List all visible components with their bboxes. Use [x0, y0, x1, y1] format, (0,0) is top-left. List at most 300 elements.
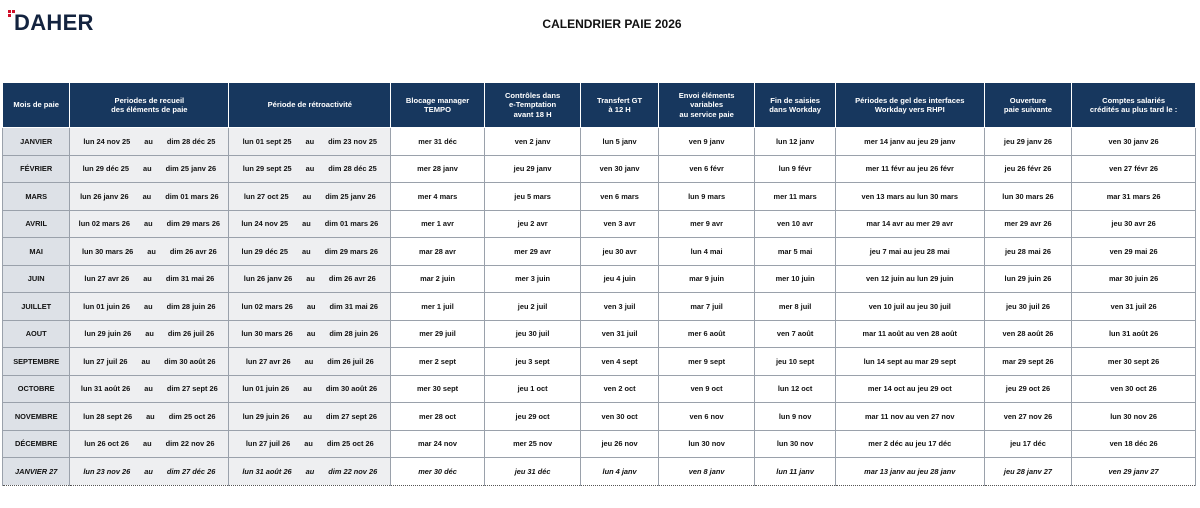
col-header-mois: Mois de paie: [3, 83, 70, 128]
col-header-blocage: Blocage manager TEMPO: [391, 83, 485, 128]
cell-envoi: [658, 210, 755, 238]
cell-retroactivite: [229, 210, 391, 238]
comptes-value: ven 31 juil 26: [1110, 301, 1157, 311]
cell-retroactivite: [229, 238, 391, 266]
recueil-from: lun 30 mars 26: [81, 246, 134, 256]
cell-fin: [755, 458, 835, 486]
cell-controles: [484, 265, 581, 293]
cell-fin: [755, 265, 835, 293]
retro-to: dim 26 juil 26: [327, 356, 374, 366]
cell-ouverture: [984, 155, 1072, 183]
comptes-value: mer 30 sept 26: [1107, 356, 1160, 366]
retro-from: lun 27 avr 26: [245, 356, 291, 366]
recueil-to: dim 26 juil 26: [167, 329, 215, 339]
cell-retroactivite: [229, 375, 391, 403]
ouverture-value: mer 29 avr 26: [1004, 219, 1052, 229]
cell-month: [3, 210, 70, 238]
cell-ouverture: [984, 430, 1072, 458]
cell-controles: [484, 320, 581, 348]
cell-comptes: [1072, 265, 1196, 293]
month-label: JUILLET: [21, 301, 52, 311]
recueil-to: dim 26 avr 26: [169, 246, 217, 256]
gel-value: mar 13 janv au jeu 28 janv: [864, 466, 956, 476]
ouverture-value: mar 29 sept 26: [1002, 356, 1054, 366]
cell-transfert: [581, 403, 658, 431]
retro-from: lun 30 mars 26: [241, 329, 293, 339]
retro-from: lun 24 nov 25: [241, 219, 289, 229]
range-separator: au: [303, 411, 313, 421]
table-row: [3, 128, 1196, 156]
fin-value: ven 7 août: [776, 329, 814, 339]
cell-envoi: [658, 183, 755, 211]
controles-value: jeu 2 avr: [517, 219, 548, 229]
transfert-value: ven 3 avr: [603, 219, 636, 229]
cell-blocage: [391, 265, 485, 293]
ouverture-value: jeu 26 févr 26: [1004, 164, 1052, 174]
cell-comptes: [1072, 320, 1196, 348]
ouverture-value: jeu 29 oct 26: [1005, 384, 1051, 394]
ouverture-value: lun 30 mars 26: [1002, 191, 1054, 201]
recueil-from: lun 28 sept 26: [83, 411, 133, 421]
blocage-value: mer 2 sept: [419, 356, 457, 366]
recueil-to: dim 29 mars 26: [166, 219, 221, 229]
cell-month: [3, 293, 70, 321]
blocage-value: mer 31 déc: [418, 136, 457, 146]
cell-gel: [835, 348, 984, 376]
range-separator: au: [143, 274, 152, 284]
cell-controles: [484, 293, 581, 321]
month-label: OCTOBRE: [17, 384, 55, 394]
table-row: [3, 375, 1196, 403]
cell-controles: [484, 183, 581, 211]
blocage-value: mer 4 mars: [417, 191, 458, 201]
cell-retroactivite: [229, 155, 391, 183]
col-header-gel: Périodes de gel des interfaces Workday vers RHPI: [835, 83, 984, 128]
blocage-value: mer 28 janv: [417, 164, 458, 174]
transfert-value: ven 6 mars: [600, 191, 639, 201]
cell-comptes: [1072, 348, 1196, 376]
cell-comptes: [1072, 458, 1196, 486]
retro-from: lun 29 juin 26: [242, 411, 290, 421]
recueil-to: dim 27 déc 26: [166, 466, 216, 476]
cell-controles: [484, 403, 581, 431]
retro-from: lun 29 déc 25: [241, 246, 288, 256]
col-header-envoi: Envoi éléments variables au service paie: [658, 83, 755, 128]
month-label: JANVIER: [20, 136, 53, 146]
cell-transfert: [581, 293, 658, 321]
gel-value: ven 13 mars au lun 30 mars: [861, 191, 959, 201]
transfert-value: ven 30 janv: [599, 164, 640, 174]
col-header-comptes: Comptes salariés crédités au plus tard le :: [1072, 83, 1196, 128]
cell-comptes: [1072, 403, 1196, 431]
cell-fin: [755, 183, 835, 211]
retro-to: dim 28 juin 26: [329, 329, 379, 339]
month-label: MARS: [25, 191, 48, 201]
envoi-value: lun 30 nov: [688, 439, 725, 449]
cell-controles: [484, 155, 581, 183]
comptes-value: mar 30 juin 26: [1108, 274, 1159, 284]
range-separator: au: [305, 164, 315, 174]
fin-value: lun 12 oct: [777, 384, 813, 394]
controles-value: jeu 5 mars: [514, 191, 551, 201]
gel-value: mer 14 janv au jeu 29 janv: [864, 136, 956, 146]
cell-blocage: [391, 403, 485, 431]
controles-value: jeu 29 janv: [513, 164, 552, 174]
cell-envoi: [658, 265, 755, 293]
cell-comptes: [1072, 183, 1196, 211]
cell-retroactivite: [229, 320, 391, 348]
recueil-from: lun 26 oct 26: [84, 439, 129, 449]
comptes-value: ven 29 mai 26: [1109, 246, 1158, 256]
cell-ouverture: [984, 128, 1072, 156]
recueil-to: dim 25 janv 26: [165, 164, 217, 174]
cell-comptes: [1072, 238, 1196, 266]
comptes-value: ven 30 oct 26: [1110, 384, 1157, 394]
table-row: [3, 155, 1196, 183]
cell-transfert: [581, 320, 658, 348]
cell-month: [3, 403, 70, 431]
recueil-from: lun 26 janv 26: [80, 191, 129, 201]
comptes-value: ven 30 janv 26: [1108, 136, 1159, 146]
cell-comptes: [1072, 210, 1196, 238]
cell-transfert: [581, 128, 658, 156]
retro-from: lun 31 août 26: [242, 466, 292, 476]
cell-transfert: [581, 183, 658, 211]
retro-to: dim 28 déc 25: [328, 164, 377, 174]
envoi-value: ven 6 févr: [689, 164, 724, 174]
transfert-value: jeu 4 juin: [603, 274, 636, 284]
gel-value: lun 14 sept au mar 29 sept: [863, 356, 956, 366]
cell-gel: [835, 210, 984, 238]
retro-from: lun 01 juin 26: [242, 384, 290, 394]
cell-ouverture: [984, 348, 1072, 376]
cell-envoi: [658, 293, 755, 321]
ouverture-value: jeu 17 déc: [1010, 439, 1046, 449]
cell-recueil: [70, 183, 229, 211]
cell-envoi: [658, 403, 755, 431]
range-separator: au: [301, 246, 311, 256]
retro-to: dim 30 août 26: [325, 384, 378, 394]
recueil-to: dim 28 juin 26: [166, 301, 216, 311]
retro-from: lun 02 mars 26: [241, 301, 293, 311]
transfert-value: lun 4 janv: [602, 466, 637, 476]
range-separator: au: [305, 466, 315, 476]
range-separator: au: [302, 219, 311, 229]
envoi-value: mer 9 sept: [688, 356, 726, 366]
cell-envoi: [658, 458, 755, 486]
cell-gel: [835, 430, 984, 458]
cell-blocage: [391, 210, 485, 238]
cell-blocage: [391, 430, 485, 458]
cell-month: [3, 375, 70, 403]
ouverture-value: jeu 30 juil 26: [1005, 301, 1050, 311]
cell-retroactivite: [229, 293, 391, 321]
col-header-retroactivite: Période de rétroactivité: [229, 83, 391, 128]
fin-value: lun 11 janv: [776, 466, 814, 476]
cell-blocage: [391, 320, 485, 348]
cell-fin: [755, 430, 835, 458]
fin-value: mar 5 mai: [777, 246, 813, 256]
cell-envoi: [658, 238, 755, 266]
cell-recueil: [70, 430, 229, 458]
cell-recueil: [70, 375, 229, 403]
range-separator: au: [144, 301, 153, 311]
envoi-value: ven 8 janv: [688, 466, 725, 476]
cell-fin: [755, 320, 835, 348]
page-title: CALENDRIER PAIE 2026: [542, 17, 682, 31]
cell-fin: [755, 128, 835, 156]
cell-blocage: [391, 183, 485, 211]
gel-value: mer 11 févr au jeu 26 févr: [865, 164, 954, 174]
cell-retroactivite: [229, 348, 391, 376]
cell-ouverture: [984, 375, 1072, 403]
payroll-calendar-table: [2, 82, 1196, 486]
retro-to: dim 23 nov 25: [328, 136, 377, 146]
cell-retroactivite: [229, 430, 391, 458]
recueil-to: dim 01 mars 26: [165, 191, 219, 201]
cell-fin: [755, 238, 835, 266]
month-label: FÉVRIER: [20, 164, 53, 174]
envoi-value: mar 7 juil: [690, 301, 723, 311]
fin-value: lun 12 janv: [776, 136, 815, 146]
month-label: JUIN: [27, 274, 45, 284]
cell-recueil: [70, 348, 229, 376]
cell-envoi: [658, 155, 755, 183]
cell-gel: [835, 403, 984, 431]
cell-recueil: [70, 458, 229, 486]
cell-controles: [484, 458, 581, 486]
cell-ouverture: [984, 320, 1072, 348]
cell-month: [3, 348, 70, 376]
comptes-value: jeu 30 avr 26: [1111, 219, 1156, 229]
month-label: NOVEMBRE: [14, 411, 58, 421]
controles-value: mer 25 nov: [513, 439, 553, 449]
cell-blocage: [391, 348, 485, 376]
cell-comptes: [1072, 375, 1196, 403]
retro-from: lun 27 juil 26: [245, 439, 291, 449]
blocage-value: mar 28 avr: [419, 246, 457, 256]
cell-blocage: [391, 293, 485, 321]
retro-to: dim 29 mars 26: [324, 246, 379, 256]
envoi-value: lun 4 mai: [690, 246, 723, 256]
range-separator: au: [144, 466, 153, 476]
fin-value: mer 10 juin: [775, 274, 815, 284]
gel-value: jeu 7 mai au jeu 28 mai: [869, 246, 950, 256]
cell-transfert: [581, 155, 658, 183]
recueil-from: lun 27 juil 26: [83, 356, 128, 366]
gel-value: ven 10 juil au jeu 30 juil: [868, 301, 951, 311]
cell-retroactivite: [229, 128, 391, 156]
ouverture-value: lun 29 juin 26: [1004, 274, 1052, 284]
transfert-value: ven 31 juil: [601, 329, 638, 339]
transfert-value: ven 3 juil: [603, 301, 636, 311]
fin-value: mer 8 juil: [778, 301, 812, 311]
controles-value: jeu 30 juil: [515, 329, 550, 339]
recueil-from: lun 27 avr 26: [84, 274, 130, 284]
recueil-to: dim 22 nov 26: [165, 439, 215, 449]
cell-ouverture: [984, 403, 1072, 431]
transfert-value: ven 4 sept: [601, 356, 638, 366]
gel-value: mer 14 oct au jeu 29 oct: [867, 384, 952, 394]
cell-recueil: [70, 293, 229, 321]
cell-recueil: [70, 403, 229, 431]
transfert-value: ven 2 oct: [603, 384, 636, 394]
ouverture-value: jeu 28 mai 26: [1004, 246, 1051, 256]
cell-month: [3, 183, 70, 211]
range-separator: au: [302, 191, 312, 201]
table-row: [3, 238, 1196, 266]
range-separator: au: [145, 329, 154, 339]
table-row: [3, 293, 1196, 321]
col-header-recueil: Periodes de recueil des éléments de paie: [70, 83, 229, 128]
range-separator: au: [142, 191, 152, 201]
cell-ouverture: [984, 238, 1072, 266]
range-separator: au: [141, 356, 151, 366]
controles-value: mer 29 avr: [514, 246, 552, 256]
retro-to: dim 25 janv 26: [325, 191, 376, 201]
retro-to: dim 27 sept 26: [326, 411, 377, 421]
cell-controles: [484, 430, 581, 458]
blocage-value: mer 30 sept: [416, 384, 459, 394]
cell-recueil: [70, 320, 229, 348]
cell-transfert: [581, 458, 658, 486]
cell-blocage: [391, 458, 485, 486]
range-separator: au: [144, 136, 153, 146]
cell-month: [3, 128, 70, 156]
gel-value: mar 11 nov au ven 27 nov: [864, 411, 955, 421]
table-row: [3, 320, 1196, 348]
table-row: [3, 265, 1196, 293]
retro-to: dim 01 mars 26: [324, 219, 379, 229]
fin-value: lun 9 nov: [778, 411, 812, 421]
envoi-value: mer 6 août: [687, 329, 726, 339]
controles-value: jeu 2 juil: [517, 301, 548, 311]
cell-envoi: [658, 430, 755, 458]
table-row: [3, 403, 1196, 431]
month-label: AVRIL: [25, 219, 47, 229]
range-separator: au: [306, 274, 315, 284]
controles-value: mer 3 juin: [515, 274, 551, 284]
cell-month: [3, 265, 70, 293]
month-label: JANVIER 27: [15, 466, 58, 476]
cell-retroactivite: [229, 458, 391, 486]
cell-retroactivite: [229, 265, 391, 293]
cell-recueil: [70, 265, 229, 293]
recueil-to: dim 30 août 26: [164, 356, 216, 366]
comptes-value: ven 29 janv 27: [1108, 466, 1159, 476]
comptes-value: lun 31 août 26: [1108, 329, 1159, 339]
cell-recueil: [70, 210, 229, 238]
cell-recueil: [70, 128, 229, 156]
envoi-value: mer 9 avr: [690, 219, 724, 229]
cell-envoi: [658, 320, 755, 348]
ouverture-value: jeu 28 janv 27: [1003, 466, 1052, 476]
cell-transfert: [581, 238, 658, 266]
cell-gel: [835, 128, 984, 156]
recueil-from: lun 01 juin 26: [83, 301, 130, 311]
retro-from: lun 01 sept 25: [242, 136, 292, 146]
cell-fin: [755, 210, 835, 238]
range-separator: au: [142, 439, 152, 449]
ouverture-value: jeu 29 janv 26: [1003, 136, 1052, 146]
cell-gel: [835, 238, 984, 266]
month-label: DÉCEMBRE: [15, 439, 58, 449]
col-header-transfert: Transfert GT à 12 H: [581, 83, 658, 128]
table-row: [3, 458, 1196, 486]
table-row: [3, 348, 1196, 376]
recueil-to: dim 28 déc 25: [166, 136, 216, 146]
col-header-controles: Contrôles dans e-Temptation avant 18 H: [484, 83, 581, 128]
envoi-value: lun 9 mars: [688, 191, 726, 201]
envoi-value: ven 6 nov: [689, 411, 724, 421]
recueil-from: lun 24 nov 25: [83, 136, 131, 146]
col-header-fin-saisies: Fin de saisies dans Workday: [755, 83, 835, 128]
cell-blocage: [391, 128, 485, 156]
comptes-value: ven 18 déc 26: [1109, 439, 1158, 449]
cell-ouverture: [984, 183, 1072, 211]
cell-envoi: [658, 348, 755, 376]
fin-value: mer 11 mars: [773, 191, 817, 201]
cell-blocage: [391, 155, 485, 183]
fin-value: lun 9 févr: [778, 164, 812, 174]
range-separator: au: [304, 439, 313, 449]
col-header-ouverture: Ouverture paie suivante: [984, 83, 1072, 128]
recueil-to: dim 31 mai 26: [165, 274, 215, 284]
range-separator: au: [306, 329, 316, 339]
transfert-value: ven 30 oct: [601, 411, 638, 421]
cell-controles: [484, 238, 581, 266]
cell-comptes: [1072, 155, 1196, 183]
cell-fin: [755, 293, 835, 321]
cell-retroactivite: [229, 403, 391, 431]
cell-ouverture: [984, 265, 1072, 293]
recueil-from: lun 23 nov 26: [83, 466, 131, 476]
range-separator: au: [144, 219, 153, 229]
cell-ouverture: [984, 293, 1072, 321]
range-separator: au: [306, 301, 316, 311]
blocage-value: mer 1 avr: [421, 219, 454, 229]
cell-gel: [835, 265, 984, 293]
cell-comptes: [1072, 430, 1196, 458]
month-label: AOUT: [25, 329, 47, 339]
cell-envoi: [658, 128, 755, 156]
comptes-value: ven 27 févr 26: [1109, 164, 1159, 174]
cell-controles: [484, 348, 581, 376]
cell-gel: [835, 375, 984, 403]
recueil-from: lun 02 mars 26: [78, 219, 130, 229]
transfert-value: jeu 26 nov: [601, 439, 638, 449]
cell-month: [3, 458, 70, 486]
cell-blocage: [391, 375, 485, 403]
fin-value: ven 10 avr: [777, 219, 814, 229]
fin-value: lun 30 nov: [776, 439, 814, 449]
cell-ouverture: [984, 210, 1072, 238]
controles-value: jeu 31 déc: [514, 466, 551, 476]
cell-gel: [835, 293, 984, 321]
blocage-value: mer 29 juil: [419, 329, 456, 339]
retro-from: lun 27 oct 25: [243, 191, 289, 201]
fin-value: jeu 10 sept: [776, 356, 815, 366]
cell-controles: [484, 210, 581, 238]
retro-to: dim 22 nov 26: [328, 466, 378, 476]
comptes-value: mar 31 mars 26: [1106, 191, 1161, 201]
controles-value: jeu 3 sept: [515, 356, 550, 366]
cell-month: [3, 155, 70, 183]
blocage-value: mer 28 oct: [419, 411, 457, 421]
range-separator: au: [303, 384, 312, 394]
cell-transfert: [581, 265, 658, 293]
gel-value: mar 14 avr au mer 29 avr: [866, 219, 954, 229]
